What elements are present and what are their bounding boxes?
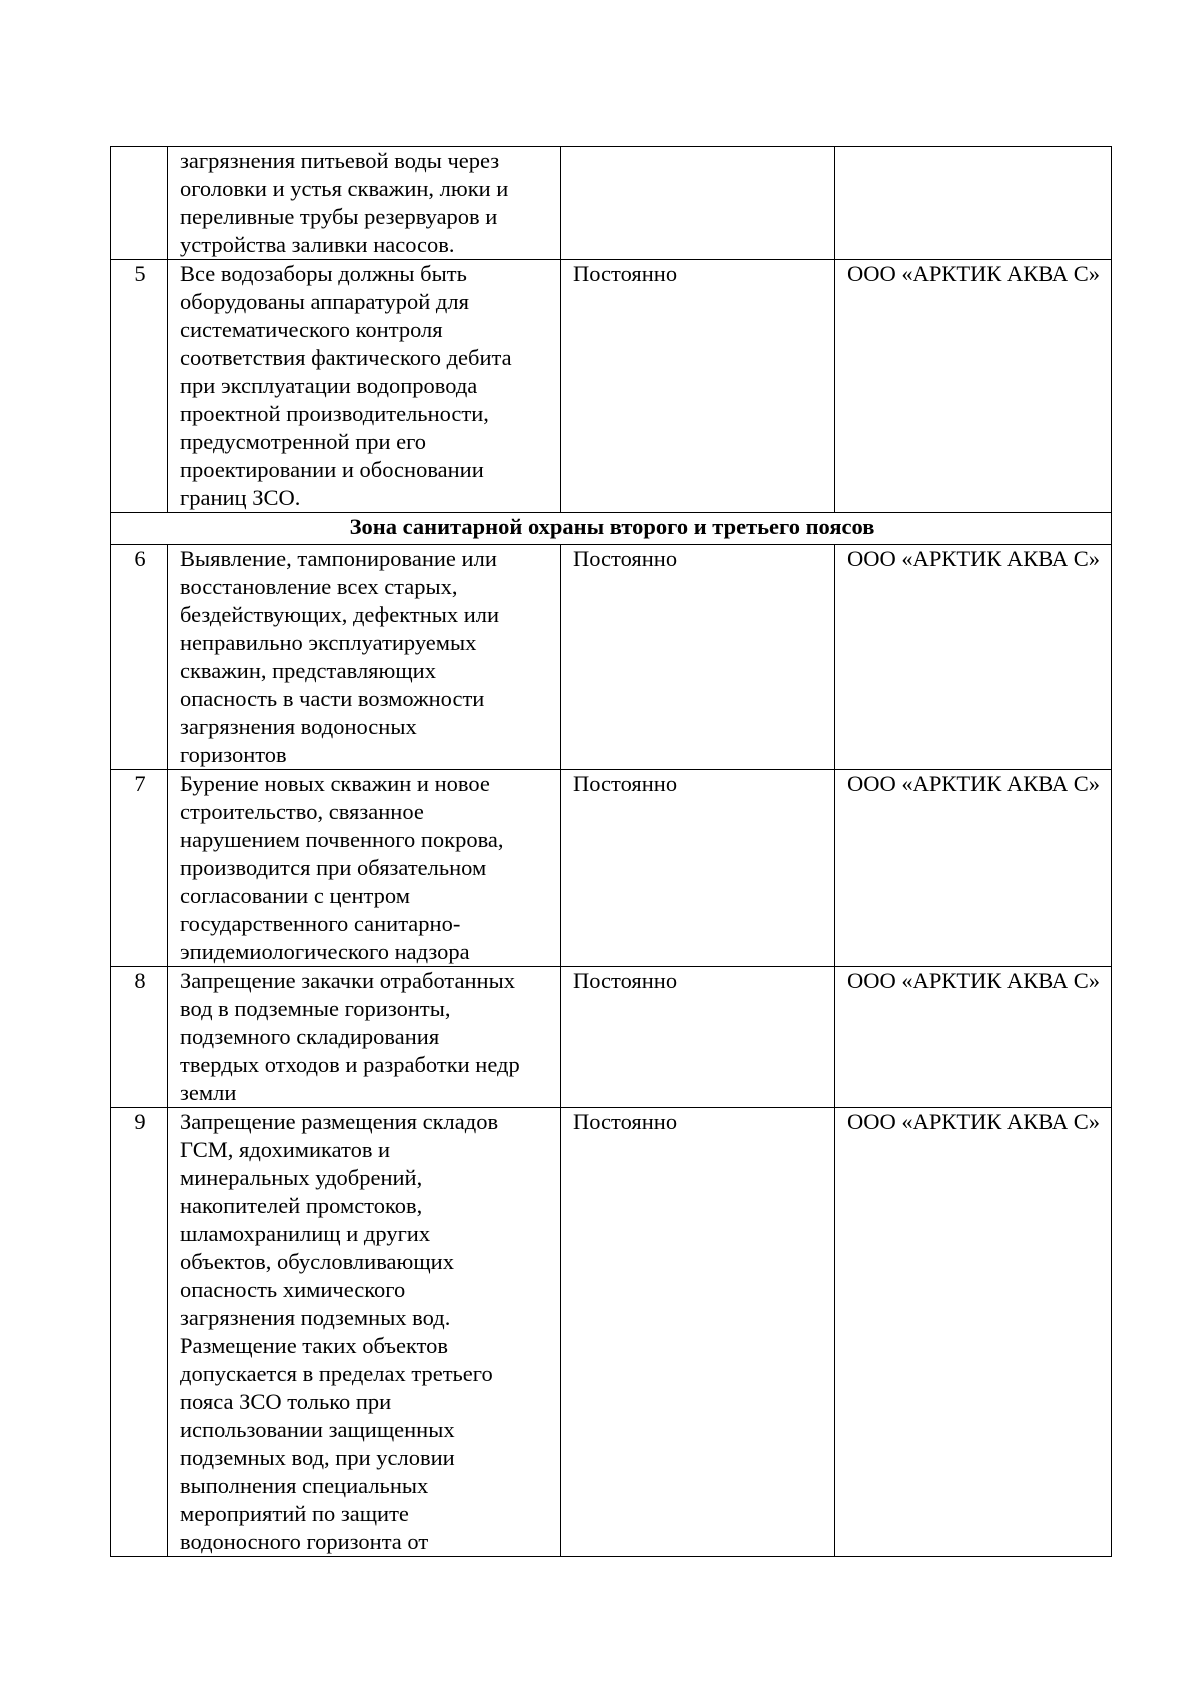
responsible-party: ООО «АРКТИК АКВА С» [835, 967, 1112, 1108]
row-number: 7 [111, 770, 168, 967]
measure-description: Выявление, тампонирование или восстановление всех старых, бездействующих, дефектных или неправильно эксплуатируемых скважин, представляющих опасность в части возможности загрязнения водоносных горизонтов [168, 545, 561, 770]
measure-term: Постоянно [561, 545, 835, 770]
responsible-party: ООО «АРКТИК АКВА С» [835, 770, 1112, 967]
measure-description: Бурение новых скважин и новое строительство, связанное нарушением почвенного покрова, производится при обязательном согласовании с центром государственного санитарно- эпидемиологического надзора [168, 770, 561, 967]
measure-description: Все водозаборы должны быть оборудованы аппаратурой для систематического контроля соответствия фактического дебита при эксплуатации водопровода проектной производительности, предусмотренной при его проектировании и обосновании границ ЗСО. [168, 260, 561, 513]
responsible-party: ООО «АРКТИК АКВА С» [835, 1108, 1112, 1557]
responsible-party [835, 147, 1112, 260]
measure-term [561, 147, 835, 260]
measure-term: Постоянно [561, 1108, 835, 1557]
responsible-party: ООО «АРКТИК АКВА С» [835, 260, 1112, 513]
row-number: 8 [111, 967, 168, 1108]
row-number [111, 147, 168, 260]
section-title: Зона санитарной охраны второго и третьего поясов [111, 513, 1112, 545]
row-number: 9 [111, 1108, 168, 1557]
responsible-party: ООО «АРКТИК АКВА С» [835, 545, 1112, 770]
measure-description: Запрещение размещения складов ГСМ, ядохимикатов и минеральных удобрений, накопителей промстоков, шламохранилищ и других объектов, обусловливающих опасность химического загрязнения подземных вод. Размещение таких объектов допускается в пределах третьего пояса ЗСО только при использовании защищенных подземных вод, при условии выполнения специальных мероприятий по защите водоносного горизонта от [168, 1108, 561, 1557]
row-number: 6 [111, 545, 168, 770]
measure-term: Постоянно [561, 260, 835, 513]
table-row [111, 1108, 1112, 1557]
table-row [111, 545, 1112, 770]
measure-description: Запрещение закачки отработанных вод в подземные горизонты, подземного складирования твердых отходов и разработки недр земли [168, 967, 561, 1108]
table-row [111, 260, 1112, 513]
section-header-row [111, 513, 1112, 545]
measure-term: Постоянно [561, 770, 835, 967]
table-row [111, 147, 1112, 260]
table-row [111, 770, 1112, 967]
measures-table [110, 146, 1112, 1557]
row-number: 5 [111, 260, 168, 513]
measure-term: Постоянно [561, 967, 835, 1108]
table-row [111, 967, 1112, 1108]
measure-description: загрязнения питьевой воды через оголовки и устья скважин, люки и переливные трубы резервуаров и устройства заливки насосов. [168, 147, 561, 260]
